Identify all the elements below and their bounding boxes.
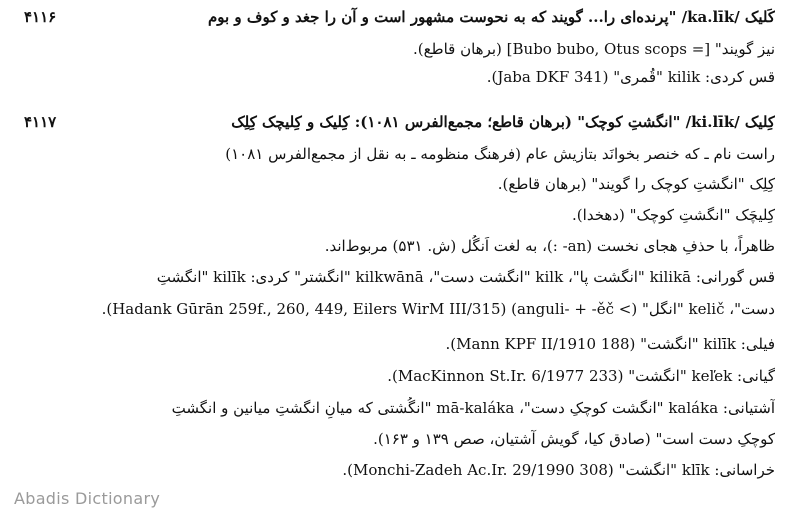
entry-line: گیانی: keľek "انگشت" (MacKinnon St.Ir. 6/1977 233). xyxy=(387,367,775,385)
entry-line: راست نام ـ که خنصر بخوانَد بتازیش عام (فرهنگ منظومه ـ به نقل از مجمع‌الفرس ۱۰۸۱) xyxy=(225,145,775,163)
entry-number: ۴۱۱۶ xyxy=(24,8,57,26)
entry-number: ۴۱۱۷ xyxy=(24,113,57,131)
entry-line: آشتیانی: kaláka "انگشت کوچکِ دست"، mā-kaláka "انگُشتی که میانِ انگشتِ میانین و انگشتِ xyxy=(171,399,775,417)
entry-headline: کَلیک /ka.līk/ "پرنده‌ای را... گویند که به نحوست مشهور است و آن را جغد و کوف و بوم xyxy=(208,8,775,26)
entry-line: قس گورانی: kilikā "انگشت پا"، kilk "انگشت دست"، kilkwānā "انگشتر" کردی: kilīk "انگشتِ xyxy=(156,268,775,286)
entry-line: نیز گویند" [= Bubo bubo, Otus scops] (برهان قاطع). xyxy=(413,40,775,58)
entry-line: ظاهراً، با حذفِ هجای نخست (an- :)، به لغت اَنگُل (ش. ۵۳۱) مربوط‌اند. xyxy=(324,237,775,255)
watermark: Abadis Dictionary xyxy=(14,489,161,508)
entry-line: خراسانی: klīk "انگشت" (Monchi-Zadeh Ac.Ir. 29/1990 308). xyxy=(342,461,775,479)
entry-line: کِلیچَک "انگشتِ کوچک" (دهخدا). xyxy=(572,206,775,224)
entry-headline: کِلیک /ki.līk/ "انگشتِ کوچک" (برهان قاطع؛ مجمع‌الفرس ۱۰۸۱): کِلیک و کِلیچک کِلِک xyxy=(231,113,775,131)
entry-line: فیلی: kilīk "انگشت" (Mann KPF II/1910 188). xyxy=(445,335,775,353)
entry-line: قس کردی: kilik "قُمری" (Jaba DKF 341). xyxy=(486,68,775,86)
entry-line: دست"، kelič "انگل" (> anguli- + -ěč) (Hadank Gūrān 259f., 260, 449, Eilers WirM III/315). xyxy=(101,300,775,318)
entry-line: کوچکِ دست است" (صادق کیا، گویش آشتیان، صص ۱۳۹ و ۱۶۳). xyxy=(373,430,775,448)
entry-line: کِلِک "انگشتِ کوچک را گویند" (برهان قاطع). xyxy=(497,175,775,193)
